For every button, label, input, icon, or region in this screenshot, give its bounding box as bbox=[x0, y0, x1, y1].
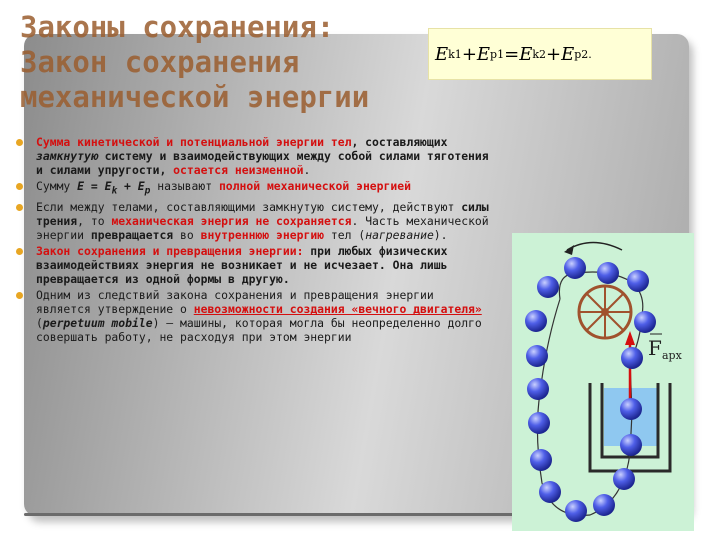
ball-icon bbox=[527, 378, 549, 400]
title-line-1: Законы сохранения: bbox=[20, 10, 335, 44]
ball-icon bbox=[627, 270, 649, 292]
force-label: F bbox=[648, 336, 662, 360]
bullet-text: Сумма кинетической и потенциальной энергии тел bbox=[36, 135, 352, 149]
bullet-text: замкнутую bbox=[36, 149, 98, 163]
formula-subscript: k1 bbox=[448, 47, 462, 61]
formula-operator: + bbox=[546, 43, 562, 65]
bullet-dot-icon bbox=[16, 183, 23, 190]
bullet-text: Если между телами, составляющими замкнутую систему, действуют bbox=[36, 200, 462, 215]
bullet-text: p bbox=[144, 185, 151, 197]
bullet-item-sum bbox=[14, 135, 492, 177]
ball-icon bbox=[525, 310, 547, 332]
bullet-text: полной механической энергией bbox=[218, 179, 411, 193]
ball-icon bbox=[634, 311, 656, 333]
bullet-text: , составляющих bbox=[351, 135, 448, 149]
energy-conservation-formula bbox=[428, 28, 652, 80]
bullet-text: Закон сохранения и превращения энергии: bbox=[36, 244, 304, 259]
bullet-text: при любых физических взаимодействиях энергия не возникает и не исчезает. Она лишь превращается из одной формы в другую. bbox=[36, 244, 448, 287]
formula-subscript: p1 bbox=[490, 47, 505, 61]
ball-icon bbox=[537, 276, 559, 298]
perpetuum-mobile-drawing bbox=[512, 233, 694, 531]
bullet-dot-icon bbox=[16, 248, 23, 255]
bullet-text: . bbox=[303, 163, 311, 177]
ball-icon bbox=[530, 449, 552, 471]
formula-operator: + bbox=[461, 43, 477, 65]
bullet-dot-icon bbox=[16, 204, 23, 211]
ball-icon bbox=[539, 481, 561, 503]
bullet-text: E = E bbox=[77, 179, 112, 193]
ball-icon bbox=[621, 347, 643, 369]
title-line-2: Закон сохранения bbox=[20, 45, 300, 79]
rotation-arrow-icon bbox=[567, 243, 622, 251]
formula-term: E bbox=[519, 43, 533, 65]
bullet-text: остается неизменной bbox=[173, 163, 304, 177]
bullet-text: + E bbox=[117, 179, 145, 193]
bullet-list bbox=[14, 135, 492, 346]
ball-icon bbox=[597, 262, 619, 284]
bullet-text: называют bbox=[150, 179, 219, 193]
ball-icon bbox=[526, 345, 548, 367]
formula-operator: = bbox=[504, 43, 520, 65]
bullet-text: внутреннюю энергию bbox=[200, 228, 325, 243]
bullet-text: , то bbox=[77, 214, 112, 229]
title-line-3: механической энергии bbox=[20, 80, 370, 114]
bullet-text: . Часть механической энергии bbox=[36, 214, 489, 243]
bullet-text: превращается bbox=[90, 228, 174, 243]
bullet-text: во bbox=[173, 228, 201, 243]
arrow-head-icon bbox=[564, 245, 574, 255]
bullet-text: Сумму bbox=[36, 179, 78, 193]
bullet-text: невозможности создания «вечного двигателя» bbox=[193, 302, 482, 317]
ball-icon bbox=[613, 468, 635, 490]
ball-icon bbox=[565, 500, 587, 522]
formula-term: E bbox=[435, 43, 449, 65]
ball-icon bbox=[620, 434, 642, 456]
bullet-text: механическая энергия не сохраняется bbox=[111, 214, 352, 229]
bullet-item-total-energy bbox=[14, 179, 492, 198]
force-arrow-head-icon bbox=[625, 331, 635, 345]
bullet-text: ( bbox=[36, 316, 43, 331]
bullet-item-perpetuum-mobile bbox=[14, 288, 492, 344]
bullet-text: силы трения bbox=[36, 200, 489, 229]
bullet-text: Одним из следствий закона сохранения и превращения энергии является утверждение о bbox=[36, 288, 434, 317]
bullet-dot-icon bbox=[16, 292, 23, 299]
ball-icon bbox=[528, 412, 550, 434]
bullet-text: k bbox=[111, 185, 118, 197]
bullet-text: ) – машины, которая могла бы неопределенно долго совершать работу, не расходуя при этом энергии bbox=[36, 316, 482, 345]
ball-icon bbox=[593, 494, 615, 516]
slide-title bbox=[20, 10, 369, 115]
wheel-icon bbox=[579, 286, 631, 338]
bullet-dot-icon bbox=[16, 139, 23, 146]
formula-subscript: p2. bbox=[574, 47, 592, 61]
bullet-text: тел ( bbox=[324, 228, 366, 243]
force-label-subscript: арх bbox=[662, 349, 682, 362]
bullet-text: систему и взаимодействующих между собой силами тяготения и силами упругости, bbox=[36, 149, 489, 177]
ball-icon bbox=[564, 257, 586, 279]
bullet-text: нагревание bbox=[365, 228, 434, 243]
perpetuum-mobile-illustration bbox=[512, 233, 694, 531]
formula-subscript: k2 bbox=[532, 47, 546, 61]
formula-term: E bbox=[561, 43, 575, 65]
bullet-text: perpetuum mobile bbox=[42, 316, 153, 331]
formula-term: E bbox=[476, 43, 491, 65]
ball-icon bbox=[620, 398, 642, 420]
bullet-item-friction bbox=[14, 200, 492, 242]
bullet-text: ). bbox=[433, 228, 448, 243]
bullet-item-conservation-law bbox=[14, 244, 492, 286]
